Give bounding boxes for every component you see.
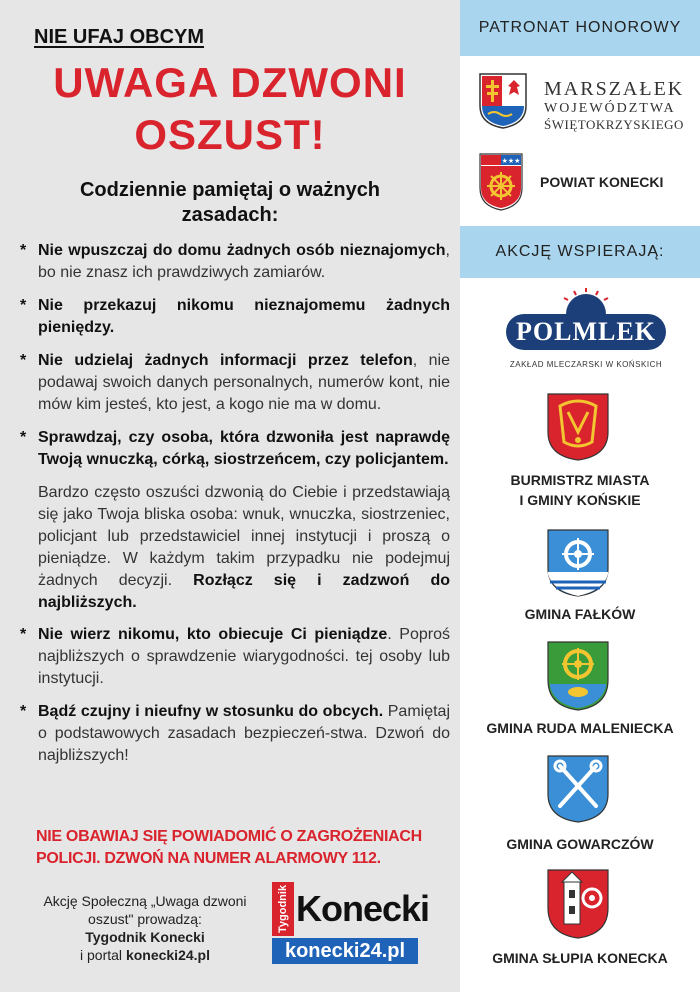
burmistrz-line1: BURMISTRZ MIASTA xyxy=(510,472,650,488)
bullet-star: * xyxy=(20,626,27,643)
bullet-star: * xyxy=(20,352,27,369)
rule-text: , nie podawaj swoich danych personalnych, numerów kont, nie mów kim jesteś, kto jest, a kogo nie ma w domu. xyxy=(38,352,450,413)
gowarczow-label: GMINA GOWARCZÓW xyxy=(506,836,654,852)
explanation-paragraph xyxy=(20,482,450,614)
polmlek-sub: ZAKŁAD MLECZARSKI W KOŃSKICH xyxy=(509,360,663,369)
logo-tygodnik: Tygodnik xyxy=(272,882,294,936)
logo-konecki: Konecki xyxy=(296,888,430,929)
rule-bold: Nie przekazuj nikomu nieznajomemu żadnych pieniędzy. xyxy=(38,297,450,336)
rule-bold: Nie udzielaj żadnych informacji przez telefon xyxy=(38,352,413,369)
slupia-crest-icon xyxy=(546,868,610,940)
headline-line1: UWAGA DZWONI xyxy=(53,59,407,106)
ruda-label: GMINA RUDA MALENIECKA xyxy=(486,720,674,736)
konskie-crest-icon xyxy=(546,392,610,462)
kicker: NIE UFAJ OBCYM xyxy=(34,26,205,48)
rules-list xyxy=(20,240,450,778)
falkow-label: GMINA FAŁKÓW xyxy=(524,606,636,622)
right-panel xyxy=(460,0,700,992)
marszalek-l3: ŚWIĘTOKRZYSKIEGO xyxy=(544,117,684,132)
rule-bold: Nie wpuszczaj do domu żadnych osób nieznajomych xyxy=(38,242,446,259)
footer-line3-prefix: i portal xyxy=(80,947,126,963)
paragraph-bold: Rozłącz się i zadzwoń do najbliższych. xyxy=(38,572,450,611)
footer-line2: Tygodnik Konecki xyxy=(85,929,205,945)
ruda-crest-icon xyxy=(546,640,610,712)
headline-line2: OSZUST! xyxy=(134,111,326,158)
subhead: Codziennie pamiętaj o ważnych zasadach: xyxy=(79,179,381,226)
footer-credits xyxy=(40,892,250,964)
falkow-crest-icon xyxy=(546,528,610,598)
burmistrz-line2: I GMINY KOŃSKIE xyxy=(519,492,641,508)
swietokrzyskie-crest-icon xyxy=(478,72,528,130)
footer-line3-bold: konecki24.pl xyxy=(125,947,210,963)
footer-line1: Akcję Społeczną „Uwaga dzwoni oszust" prowadzą: xyxy=(43,893,247,927)
rule-bold: Bądź czujny i nieufny w stosunku do obcych. xyxy=(38,703,384,720)
rule-text: . Poproś najbliższych o sprawdzenie wiarygodności. tej osoby lub instytucji. xyxy=(38,626,450,687)
warning-text: NIE OBAWIAJ SIĘ POWIADOMIĆ O ZAGROŻENIACH POLICJI. DZWOŃ NA NUMER ALARMOWY 112. xyxy=(36,828,422,867)
rule-item xyxy=(20,350,450,416)
bullet-star: * xyxy=(20,429,27,446)
rule-item xyxy=(20,701,450,767)
bullet-star: * xyxy=(20,297,27,314)
rule-bold: Sprawdzaj, czy osoba, która dzwoniła jest naprawdę Twoją wnuczką, córką, siostrzeńcem, czy policjantem. xyxy=(38,429,450,468)
rule-text: , bo nie znasz ich prawdziwych zamiarów. xyxy=(38,242,450,281)
patronat-header: PATRONAT HONOROWY xyxy=(460,0,700,56)
rule-item xyxy=(20,295,450,339)
bullet-star: * xyxy=(20,242,27,259)
wspieraja-header: AKCJĘ WSPIERAJĄ: xyxy=(460,226,700,278)
rule-text: Pamiętaj o podstawowych zasadach bezpieczeń-stwa. Dzwoń do najbliższych! xyxy=(38,703,450,764)
powiat-label: POWIAT KONECKI xyxy=(540,174,664,190)
rule-item xyxy=(20,624,450,690)
slupia-label: GMINA SŁUPIA KONECKA xyxy=(492,950,668,966)
powiat-crest-icon xyxy=(478,152,524,212)
sunrise-icon xyxy=(546,286,626,316)
rule-bold: Nie wierz nikomu, kto obiecuje Ci pieniądze xyxy=(38,626,388,643)
marszalek-wordmark xyxy=(544,78,700,133)
polmlek-logo xyxy=(506,286,666,386)
polmlek-name: POLMLEK xyxy=(506,314,666,350)
paragraph-text: Bardzo często oszuści dzwonią do Ciebie i przedstawiają się jako Twoja bliska osoba: wnuk, wnuczka, siostrzeniec, policjant lub przedstawiciel innej instytucji i proszą o pieniądze. W każdym takim przypadku nie podejmuj żadnych decyzji. xyxy=(38,484,450,589)
marszalek-l1: MARSZAŁEK xyxy=(544,78,685,100)
bullet-star: * xyxy=(20,703,27,720)
svg-text:★★★: ★★★ xyxy=(501,157,521,165)
marszalek-l2: WOJEWÓDZTWA xyxy=(544,101,676,116)
logo-portal: konecki24.pl xyxy=(272,938,418,964)
rule-item xyxy=(20,427,450,471)
rule-item xyxy=(20,240,450,284)
tygodnik-konecki-logo xyxy=(272,882,430,964)
gowarczow-crest-icon xyxy=(546,754,610,824)
